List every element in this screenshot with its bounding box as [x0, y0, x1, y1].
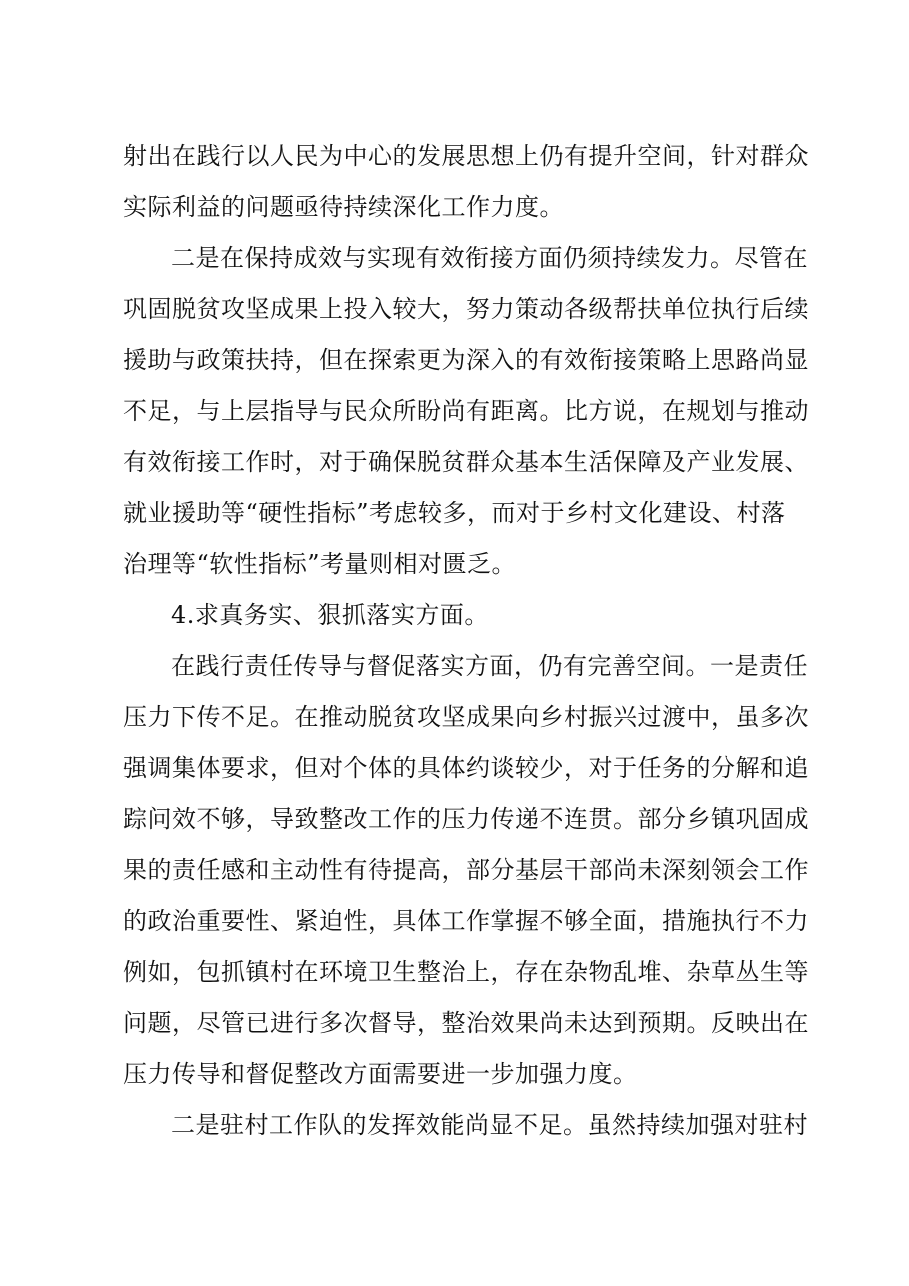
document-body [123, 131, 813, 1151]
section-heading: 4.求真务实、狠抓落实方面。 [171, 601, 489, 629]
text-line: 的政治重要性、紧迫性，具体工作掌握不够全面，措施执行不力 [123, 907, 809, 935]
text-line: 就业援助等“硬性指标”考虑较多，而对于乡村文化建设、村落 [123, 499, 786, 527]
text-line: 巩固脱贫攻坚成果上投入较大，努力策动各级帮扶单位执行后续 [123, 295, 809, 323]
text-line: 有效衔接工作时，对于确保脱贫群众基本生活保障及产业发展、 [123, 448, 809, 476]
text-line: 压力下传不足。在推动脱贫攻坚成果向乡村振兴过渡中，虽多次 [123, 703, 809, 731]
text-line: 问题，尽管已进行多次督导，整治效果尚未达到预期。反映出在 [123, 1009, 809, 1037]
text-line: 例如，包抓镇村在环境卫生整治上，存在杂物乱堆、杂草丛生等 [123, 958, 809, 986]
text-line: 治理等“软性指标”考量则相对匮乏。 [123, 550, 517, 578]
text-line: 实际利益的问题亟待持续深化工作力度。 [123, 193, 564, 221]
text-line: 强调集体要求，但对个体的具体约谈较少，对于任务的分解和追 [123, 754, 809, 782]
text-line: 踪问效不够，导致整改工作的压力传递不连贯。部分乡镇巩固成 [123, 805, 809, 833]
text-line: 压力传导和督促整改方面需要进一步加强力度。 [123, 1060, 638, 1088]
text-line: 射出在践行以人民为中心的发展思想上仍有提升空间，针对群众 [123, 142, 809, 170]
paragraph-start-line: 二是驻村工作队的发挥效能尚显不足。虽然持续加强对驻村 [171, 1111, 808, 1139]
text-line: 援助与政策扶持，但在探索更为深入的有效衔接策略上思路尚显 [123, 346, 809, 374]
paragraph-start-line: 二是在保持成效与实现有效衔接方面仍须持续发力。尽管在 [171, 244, 808, 272]
text-line: 果的责任感和主动性有待提高，部分基层干部尚未深刻领会工作 [123, 856, 809, 884]
paragraph-start-line: 在践行责任传导与督促落实方面，仍有完善空间。一是责任 [171, 652, 808, 680]
text-line: 不足，与上层指导与民众所盼尚有距离。比方说，在规划与推动 [123, 397, 809, 425]
